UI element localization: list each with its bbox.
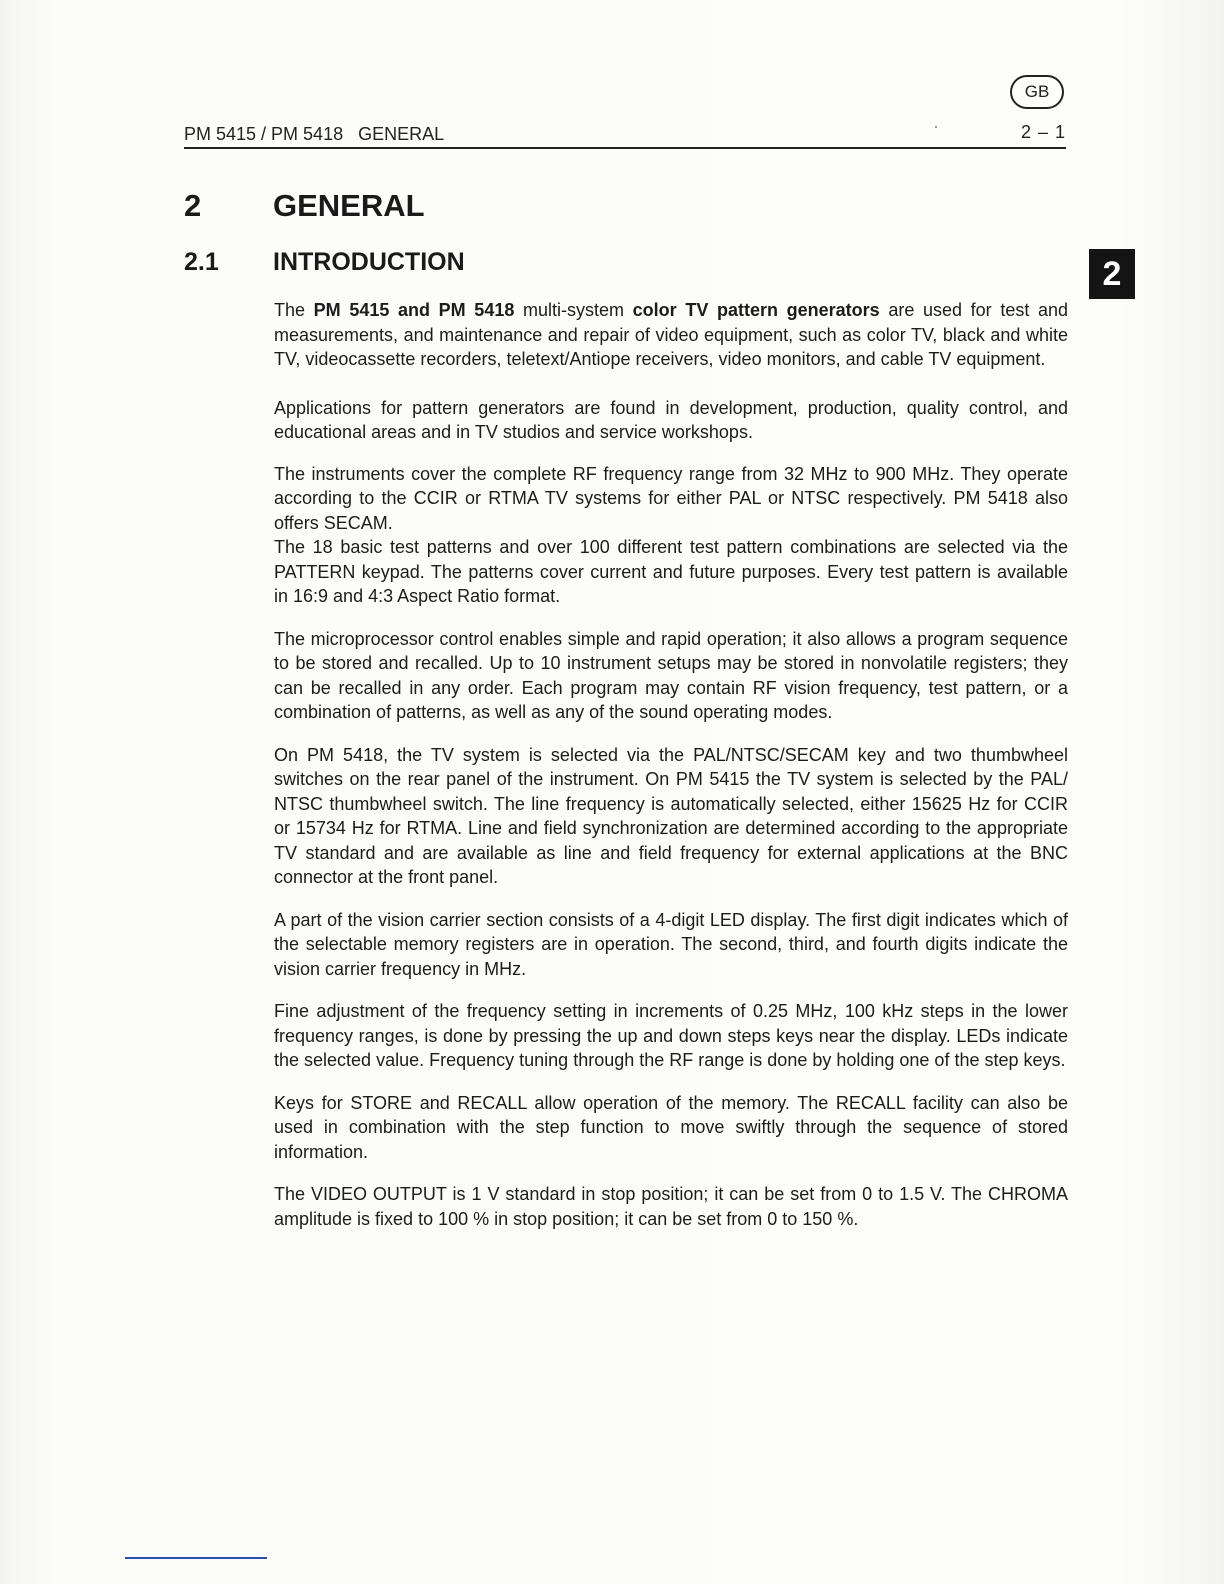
chapter-title: GENERAL [273,188,425,223]
paragraph-microprocessor: The microprocessor control enables simple and rapid operation; it also allows a program sequence to be stored and recalled. Up to 10 instrument setups may be stored in nonvolatile registers; they can be recalled in any order. Each program may contain RF vision frequency, test pattern, or a combination of patterns, as well as any of the sound operating modes. [274,628,1068,722]
section-title: INTRODUCTION [273,248,465,276]
paragraph-tv-system: On PM 5418, the TV system is selected via the PAL/NTSC/SECAM key and two thumbwheel switches on the rear panel of the instrument. On PM 5415 the TV system is selected by the PAL/ NTSC thumbwheel switch. The line frequency is automatically selected, either 15625 Hz for CCIR or 15734 Hz for RTMA. Line and field synchronization are determined according to the appropriate TV standard and are available as line and field frequency for external applications at the BNC connector at the front panel. [274,744,1068,887]
intro-paragraph [274,298,1068,372]
scan-edge-line [125,1557,267,1559]
paragraph-fine-adjustment: Fine adjustment of the frequency setting in increments of 0.25 MHz, 100 kHz steps in the lower frequency ranges, is done by pressing the up and down steps keys near the display. LEDs indicate the selected value. Frequency tuning through the RF range is done by holding one of the step keys. [274,1001,1068,1070]
section-number: 2.1 [184,248,219,276]
paragraph-frequency-range: The instruments cover the complete RF frequency range from 32 MHz to 900 MHz. They operate according to the CCIR or RTMA TV systems for either PAL or NTSC respectively. PM 5418 also offers SECAM. [274,463,1068,533]
scan-speck [935,126,937,128]
paragraph-video-output: The VIDEO OUTPUT is 1 V standard in stop position; it can be set from 0 to 1.5 V. The CHROMA amplitude is fixed to 100 % in stop position; it can be set from 0 to 150 %. [274,1184,1068,1229]
paragraph-applications: Applications for pattern generators are found in development, production, quality control, and educational areas and in TV studios and service workshops. [274,397,1068,442]
header-rule [184,147,1066,149]
intro-emphasis: color TV pattern generators [632,300,880,320]
intro-rest: are used for test and measurements, and maintenance and repair of video equipment, such as color TV, black and white TV, videocassette recorders, teletext/Antiope receivers, video monitors, and cable TV equipment. [274,300,1069,369]
paragraph-led-display: A part of the vision carrier section consists of a 4-digit LED display. The first digit indicates which of the selectable memory registers are in operation. The second, third, and fourth digits indicate the vision carrier frequency in MHz. [274,909,1068,979]
chapter-number: 2 [184,188,202,223]
body-text [274,298,1068,1231]
paragraph-test-patterns: The 18 basic test patterns and over 100 different test pattern combinations are selected via the PATTERN keypad. The patterns cover current and future purposes. Every test pattern is available in 16:9 and 4:3 Aspect Ratio format. [274,537,1068,606]
intro-lead: The [274,300,314,320]
language-badge: GB [1010,75,1064,109]
paragraph-store-recall: Keys for STORE and RECALL allow operation of the memory. The RECALL facility can also be used in combination with the step function to move swiftly through the sequence of stored information. [274,1092,1068,1162]
intro-product: PM 5415 and PM 5418 [313,300,515,320]
running-header-title: PM 5415 / PM 5418 GENERAL [184,124,445,144]
page-number: 2 – 1 [1020,122,1066,142]
intro-mid: multi-system [514,300,633,320]
chapter-thumb-tab: 2 [1089,249,1135,299]
